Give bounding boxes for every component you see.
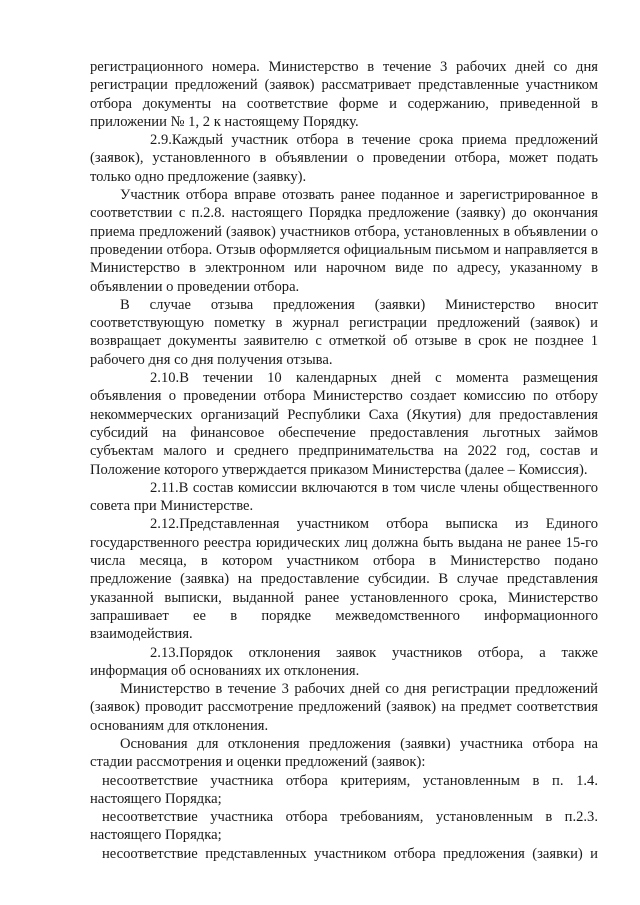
paragraph-2-9 — [90, 131, 598, 186]
paragraph-2-13 — [90, 644, 598, 681]
clause-number: 2.9. — [150, 132, 172, 149]
clause-number: 2.12. — [150, 516, 180, 533]
paragraph-2-12 — [90, 515, 598, 643]
paragraph: Участник отбора вправе отозвать ранее поданное и зарегистрированное в соответствии с п.2.8. настоящего Порядка предложение (заявку) до окончания приема предложений (заявок) участников отбора, установленных в объявлении о проведении отбора. Отзыв оформляется официальным письмом и направляется в Министерство в электронном или нарочном виде по адресу, указанному в объявлении о проведении отбора. — [90, 187, 598, 295]
clause-number: 2.13. — [150, 644, 180, 661]
clause-text: Каждый участник отбора в течение срока приема предложений (заявок), установленного в объявлении о проведении отбора, может подать только одно предложение (заявку). — [90, 132, 598, 185]
paragraph: регистрационного номера. Министерство в течение 3 рабочих дней со дня регистрации предложений (заявок) рассматривает представленные участником отбора документы на соответствие форме и содержанию, приведенной в приложении № 1, 2 к настоящему Порядку. — [90, 59, 598, 130]
document-body — [90, 58, 598, 863]
clause-number: 2.11. — [150, 479, 179, 496]
paragraph-2-11 — [90, 479, 598, 516]
clause-text: Представленная участником отбора выписка из Единого государственного реестра юридических лиц должна быть выдана не ранее 15-го числа месяца, в котором участником отбора в Министерство подано предложение (заявка) на предоставление субсидии. В случае представления указанной выписки, выданной ранее установленного срока, Министерство запрашивает ее в порядке межведомственного информационного взаимодействия. — [90, 516, 598, 643]
paragraph: Министерство в течение 3 рабочих дней со дня регистрации предложений (заявок) проводит рассмотрение предложений (заявок) на предмет соответствия основаниям для отклонения. — [90, 681, 598, 734]
clause-text: В состав комиссии включаются в том числе члены общественного совета при Министерстве. — [90, 479, 598, 515]
clause-number: 2.10. — [150, 370, 180, 387]
clause-text: В течении 10 календарных дней с момента размещения объявления о проведении отбора Министерство создает комиссию по отбору некоммерческих организаций Республики Саха (Якутия) для предоставления субсидий на финансовое обеспечение предоставления льготных займов субъектам малого и среднего предпринимательства на 2022 год, состав и Положение которого утверждается приказом Министерства (далее – Комиссия). — [90, 370, 598, 478]
paragraph: В случае отзыва предложения (заявки) Министерство вносит соответствующую пометку в журнал регистрации предложений (заявок) и возвращает документы заявителю с отметкой об отзыве в срок не позднее 1 рабочего дня со дня получения отзыва. — [90, 296, 598, 368]
list-item: несоответствие представленных участником отбора предложения (заявки) и — [102, 845, 598, 862]
paragraph-2-10 — [90, 369, 598, 479]
list-item: несоответствие участника отбора критериям, установленным в п. 1.4. настоящего Порядка; — [90, 772, 598, 807]
paragraph: Основания для отклонения предложения (заявки) участника отбора на стадии рассмотрения и оценки предложений (заявок): — [90, 735, 598, 771]
clause-text: Порядок отклонения заявок участников отбора, а также информация об основаниях их отклонения. — [90, 644, 598, 679]
list-item: несоответствие участника отбора требованиям, установленным в п.2.3. настоящего Порядка; — [90, 809, 598, 844]
